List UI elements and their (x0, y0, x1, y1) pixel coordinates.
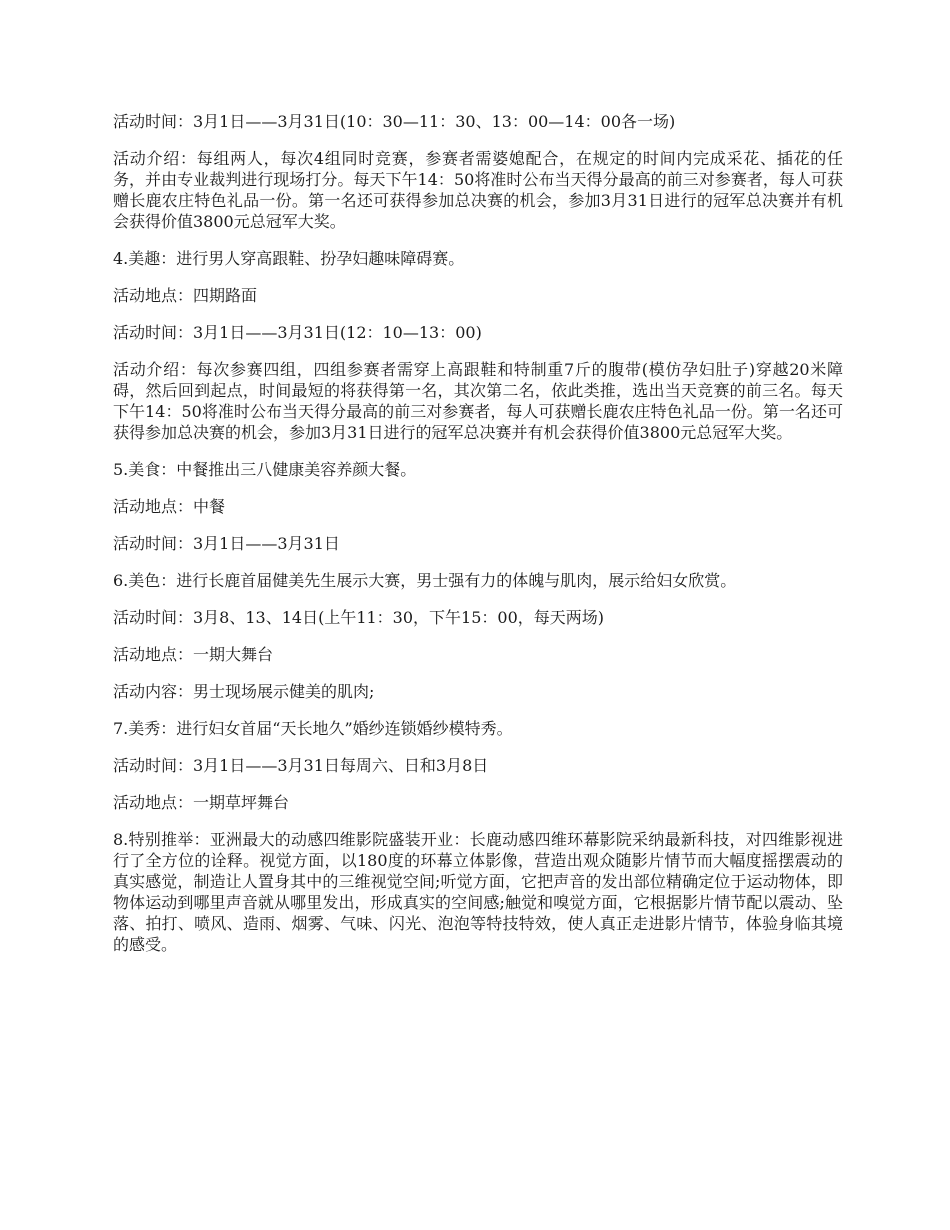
activity-time-line: 活动时间：3月1日——3月31日(12：10—13：00) (113, 323, 482, 342)
activity-time-line: 活动时间：3月1日——3月31日 (113, 534, 340, 553)
activity-content-line: 活动内容：男士现场展示健美的肌肉; (113, 682, 375, 701)
section-heading-meixiu: 7.美秀：进行妇女首届“天长地久”婚纱连锁婚纱模特秀。 (113, 719, 513, 738)
activity-time-line: 活动时间：3月1日——3月31日每周六、日和3月8日 (113, 756, 489, 775)
activity-intro-paragraph: 活动介绍：每次参赛四组，四组参赛者需穿上高跟鞋和特制重7斤的腹带(模仿孕妇肚子)穿越20米障碍，然后回到起点，时间最短的将获得第一名，其次第二名，依此类推，选出当天竞赛的前三名。每天下午14：50将准时公布当天得分最高的前三对参赛者，每人可获赠长鹿农庄特色礼品一份。第一名还可获得参加总决赛的机会，参加3月31日进行的冠军总决赛并有机会获得价值3800元总冠军大奖。 (113, 360, 843, 442)
document-body (113, 111, 843, 971)
activity-location-line: 活动地点：四期路面 (113, 286, 258, 305)
activity-time-line: 活动时间：3月8、13、14日(上午11：30，下午15：00，每天两场) (113, 608, 605, 627)
activity-location-line: 活动地点：一期草坪舞台 (113, 793, 290, 812)
activity-location-line: 活动地点：一期大舞台 (113, 645, 274, 664)
activity-time-line: 活动时间：3月1日——3月31日(10：30—11：30、13：00—14：00各一场) (113, 112, 676, 131)
special-recommendation-paragraph: 8.特别推举：亚洲最大的动感四维影院盛装开业：长鹿动感四维环幕影院采纳最新科技，对四维影视进行了全方位的诠释。视觉方面，以180度的环幕立体影像，营造出观众随影片情节而大幅度摇摆震动的真实感觉，制造让人置身其中的三维视觉空间;听觉方面，它把声音的发出部位精确定位于运动物体，即物体运动到哪里声音就从哪里发出，形成真实的空间感;触觉和嗅觉方面，它根据影片情节配以震动、坠落、拍打、喷风、造雨、烟雾、气味、闪光、泡泡等特技特效，使人真正走进影片情节，体验身临其境的感受。 (113, 830, 843, 954)
section-heading-meise: 6.美色：进行长鹿首届健美先生展示大赛，男士强有力的体魄与肌肉，展示给妇女欣赏。 (113, 571, 737, 590)
activity-location-line: 活动地点：中餐 (113, 497, 226, 516)
section-heading-meiqu: 4.美趣：进行男人穿高跟鞋、扮孕妇趣味障碍赛。 (113, 249, 465, 268)
activity-intro-paragraph: 活动介绍：每组两人，每次4组同时竞赛，参赛者需婆媳配合，在规定的时间内完成采花、插花的任务，并由专业裁判进行现场打分。每天下午14：50将准时公布当天得分最高的前三对参赛者，每人可获赠长鹿农庄特色礼品一份。第一名还可获得参加总决赛的机会，参加3月31日进行的冠军总决赛并有机会获得价值3800元总冠军大奖。 (113, 149, 843, 231)
section-heading-meishi: 5.美食：中餐推出三八健康美容养颜大餐。 (113, 460, 417, 479)
